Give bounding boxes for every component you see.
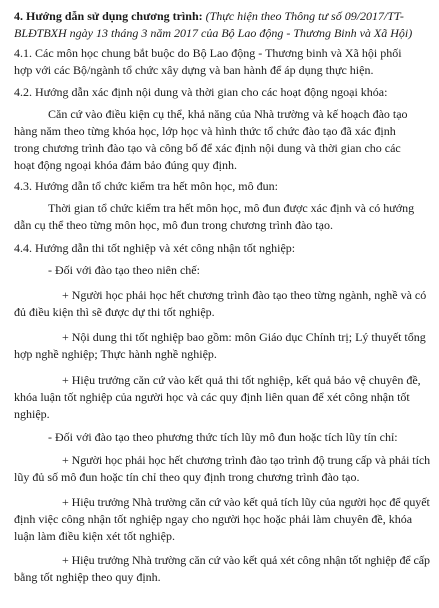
s44-b-title: - Đối với đào tạo theo phương thức tích lũy mô đun hoặc tích lũy tín chỉ:	[48, 430, 398, 444]
s44-b2-line3: luận làm điều kiện xét tốt nghiệp.	[14, 529, 175, 543]
s44-b1-line1: + Người học phải học hết chương trình đào tạo trình độ trung cấp và phải tích	[62, 453, 431, 467]
s43-para-line1: Thời gian tổ chức kiểm tra hết môn học, mô đun được xác định và có hướng	[48, 201, 415, 215]
s44-title: 4.4. Hướng dẫn thi tốt nghiệp và xét công nhận tốt nghiệp:	[14, 241, 296, 255]
s44-a1-line2: đủ điều kiện thì sẽ được dự thi tốt nghiệp.	[14, 305, 215, 319]
s42-para-line2: hàng năm theo từng khóa học, lớp học và hình thức tổ chức đào tạo đã xác định	[14, 124, 396, 138]
s44-a2-line1: + Nội dung thi tốt nghiệp bao gồm: môn Giáo dục Chính trị; Lý thuyết tổng	[62, 330, 426, 344]
s44-a3-line2: khóa luận tốt nghiệp của người học và các quy định liên quan để xét công nhận tốt	[14, 390, 410, 404]
s44-a2-line2: hợp nghề nghiệp; Thực hành nghề nghiệp.	[14, 347, 217, 361]
s44-b3-line1: + Hiệu trưởng Nhà trường căn cứ vào kết quả xét công nhận tốt nghiệp để cấp	[62, 553, 430, 567]
s42-para-line1: Căn cứ vào điều kiện cụ thể, khả năng của Nhà trường và kế hoạch đào tạo	[48, 107, 408, 121]
section-4-heading-line1	[14, 8, 428, 24]
s44-a-title: - Đối với đào tạo theo niên chế:	[48, 263, 200, 277]
s44-b1-line2: lũy đủ số mô đun hoặc tín chỉ theo quy định trong chương trình đào tạo.	[14, 470, 360, 484]
section-4-heading-note-cont: BLĐTBXH ngày 13 tháng 3 năm 2017 của Bộ Lao động - Thương Binh và Xã Hội)	[14, 26, 413, 40]
s41-line2: hợp với các Bộ/ngành tổ chức xây dựng và ban hành để áp dụng thực hiện.	[14, 63, 374, 77]
s42-title: 4.2. Hướng dẫn xác định nội dung và thời gian cho các hoạt động ngoại khóa:	[14, 85, 388, 99]
s44-a1-line1: + Người học phải học hết chương trình đào tạo theo từng ngành, nghề và có	[62, 288, 427, 302]
s43-title: 4.3. Hướng dẫn tổ chức kiểm tra hết môn học, mô đun:	[14, 179, 278, 193]
s44-b3-line2: bằng tốt nghiệp theo quy định.	[14, 570, 161, 584]
s43-para-line2: dẫn cụ thể theo từng môn học, mô đun trong chương trình đào tạo.	[14, 218, 333, 232]
s42-para-line3: trong chương trình đào tạo và công bố để xác định nội dung và thời gian cho các	[14, 141, 401, 155]
s44-a3-line3: nghiệp.	[14, 407, 50, 421]
s44-a3-line1: + Hiệu trưởng căn cứ vào kết quả thi tốt nghiệp, kết quả bảo vệ chuyên đề,	[62, 373, 421, 387]
s42-para-line4: hoạt động ngoại khóa đảm bảo đúng quy định.	[14, 158, 237, 172]
s44-b2-line2: định việc công nhận tốt nghiệp ngay cho người học hoặc phải làm chuyên đề, khóa	[14, 512, 413, 526]
section-4-heading-note: (Thực hiện theo Thông tư số 09/2017/TT-	[205, 9, 404, 23]
s41-line1: 4.1. Các môn học chung bắt buộc do Bộ Lao động - Thương binh và Xã hội phối	[14, 46, 402, 60]
s44-b2-line1: + Hiệu trưởng Nhà trường căn cứ vào kết quả tích lũy của người học để quyết	[62, 495, 430, 509]
section-4-heading: 4. Hướng dẫn sử dụng chương trình:	[14, 9, 203, 23]
